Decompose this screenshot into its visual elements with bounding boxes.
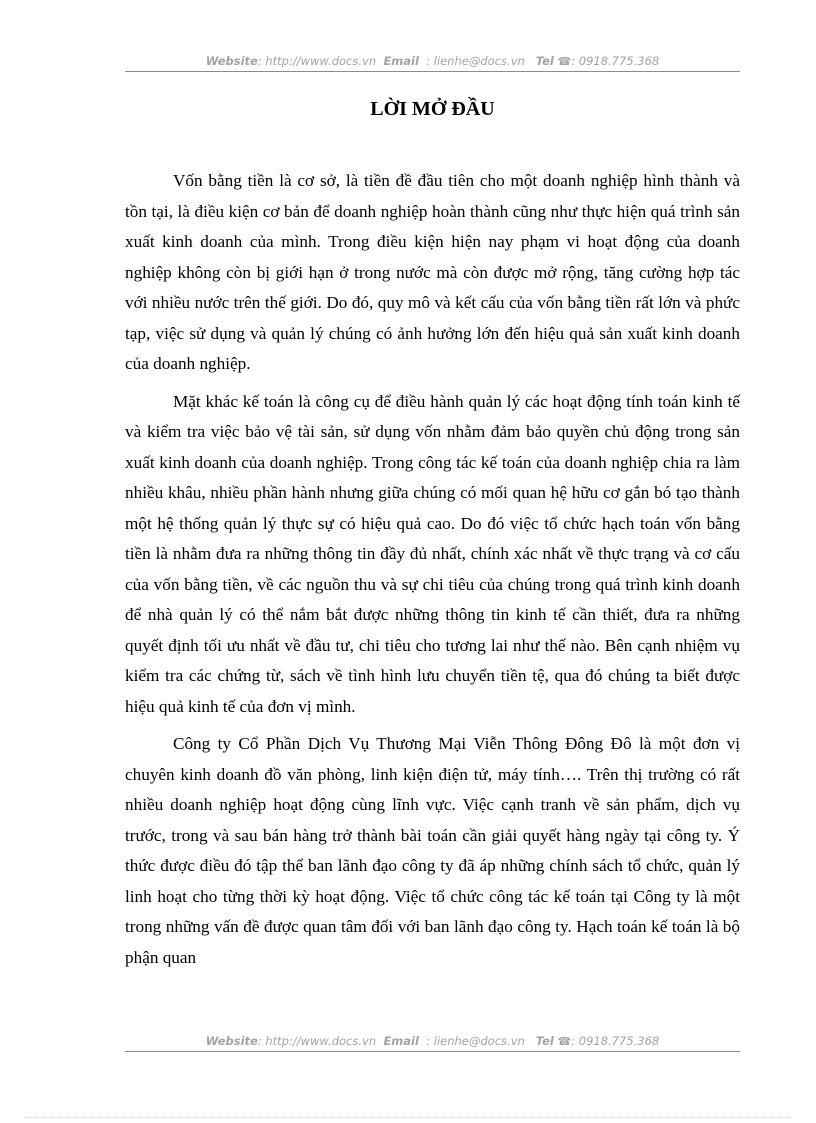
- paragraph-1: Vốn bằng tiền là cơ sở, là tiền đề đầu tiên cho một doanh nghiệp hình thành và tồn tại, là điều kiện cơ bản để doanh nghiệp hoàn thành cũng như thực hiện quá trình sản xuất kinh doanh của mình. Trong điều kiện hiện nay phạm vi hoạt động của doanh nghiệp không còn bị giới hạn ở trong nước mà còn được mở rộng, tăng cường hợp tác với nhiều nước trên thế giới. Do đó, quy mô và kết cấu của vốn bằng tiền rất lớn và phức tạp, việc sử dụng và quản lý chúng có ảnh hưởng lớn đến hiệu quả sản xuất kinh doanh của doanh nghiệp.: [125, 171, 740, 373]
- footer-tel-value: : 0918.775.368: [571, 1034, 660, 1048]
- footer-email-label: Email: [383, 1034, 419, 1048]
- header-rule: [125, 71, 740, 72]
- phone-icon: ☎: [557, 1035, 572, 1048]
- header-email-label: Email: [383, 54, 419, 68]
- footer-website-value: : http://www.docs.vn: [257, 1034, 377, 1048]
- page-bottom-divider: [24, 1117, 792, 1118]
- header-tel-label: Tel: [535, 54, 554, 68]
- paragraph-2: Mặt khác kế toán là công cụ để điều hành quản lý các hoạt động tính toán kinh tế và kiểm tra việc bảo vệ tài sản, sử dụng vốn nhằm đảm bảo quyền chủ động trong sản xuất kinh doanh của doanh nghiệp. Trong công tác kế toán của doanh nghiệp chia ra làm nhiều khâu, nhiều phần hành nhưng giữa chúng có mối quan hệ hữu cơ gắn bó tạo thành một hệ thống quản lý thực sự có hiệu quả cao. Do đó việc tổ chức hạch toán vốn bằng tiền là nhằm đưa ra những thông tin đầy đủ nhất, chính xác nhất về thực trạng và cơ cấu của vốn bằng tiền, về các nguồn thu và sự chi tiêu của chúng trong quá trình kinh doanh để nhà quản lý có thể nắm bắt được những thông tin kinh tế cần thiết, đưa ra những quyết định tối ưu nhất về đầu tư, chi tiêu cho tương lai như thế nào. Bên cạnh nhiệm vụ kiểm tra các chứng từ, sách về tình hình lưu chuyển tiền tệ, qua đó chúng ta biết được hiệu quả kinh tế của đơn vị mình.: [125, 391, 740, 716]
- paragraph-3: Công ty Cổ Phần Dịch Vụ Thương Mại Viễn Thông Đông Đô là một đơn vị chuyên kinh doanh đồ văn phòng, linh kiện điện tử, máy tính…. Trên thị trường có rất nhiều doanh nghiệp hoạt động cùng lĩnh vực. Việc cạnh tranh về sản phẩm, dịch vụ trước, trong và sau bán hàng trở thành bài toán cần giải quyết hàng ngày tại công ty. Ý thức được điều đó tập thể ban lãnh đạo công ty đã áp những chính sách tổ chức, quản lý linh hoạt cho từng thời kỳ hoạt động. Việc tổ chức công tác kế toán tại Công ty là một trong những vấn đề được quan tâm đối với ban lãnh đạo công ty. Hạch toán kế toán là bộ phận quan: [125, 734, 740, 967]
- header-email-value: : lienhe@docs.vn: [426, 54, 525, 68]
- footer-website-label: Website: [205, 1034, 258, 1048]
- header-website-label: Website: [205, 54, 258, 68]
- header-website-value: : http://www.docs.vn: [257, 54, 377, 68]
- document-title: LỜI MỞ ĐẦU: [370, 98, 495, 120]
- phone-icon: ☎: [557, 55, 572, 68]
- document-body: [125, 166, 740, 973]
- footer-tel-label: Tel: [535, 1034, 554, 1048]
- footer-email-value: : lienhe@docs.vn: [426, 1034, 525, 1048]
- page-footer: [125, 1034, 740, 1048]
- header-tel-value: : 0918.775.368: [571, 54, 660, 68]
- page-header: [125, 54, 740, 68]
- footer-rule: [125, 1051, 740, 1052]
